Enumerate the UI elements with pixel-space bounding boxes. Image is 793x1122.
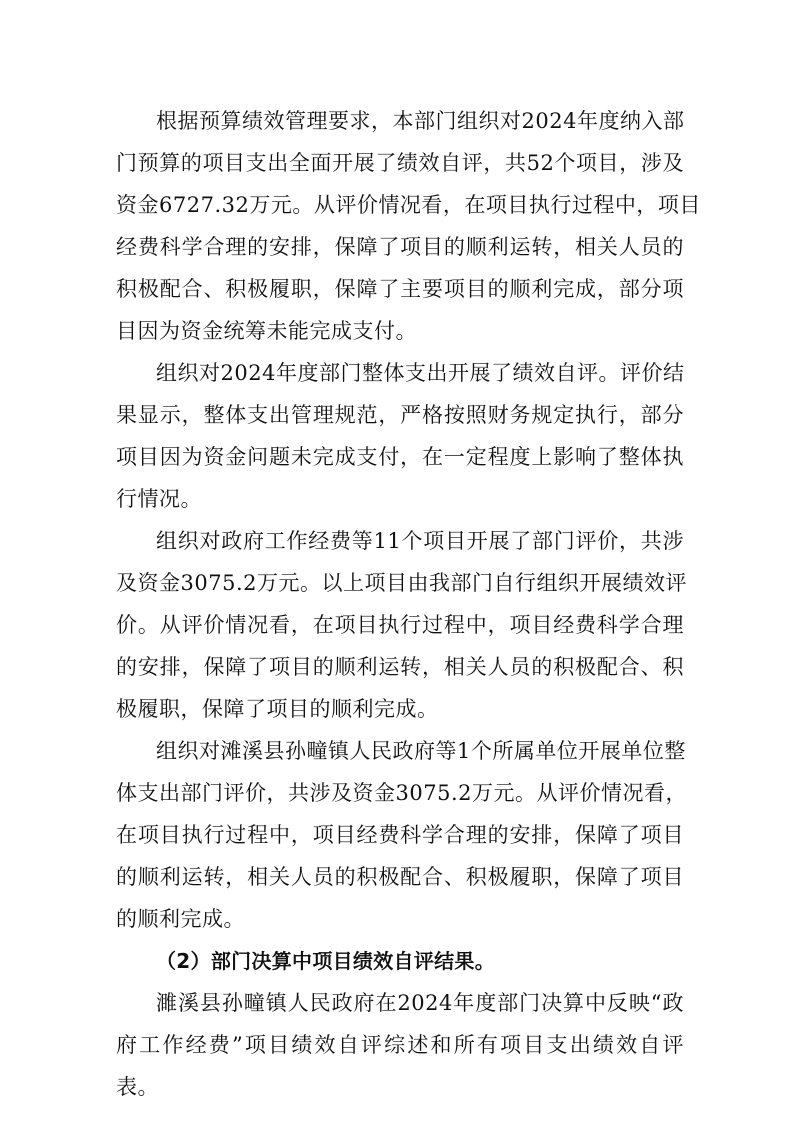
paragraph-3-line-2: 及资金3075.2万元。以上项目由我部门自行组织开展绩效评 bbox=[116, 571, 687, 595]
document-page bbox=[116, 100, 701, 1108]
paragraph-1-line-5: 积极配合、积极履职，保障了主要项目的顺利完成，部分项 bbox=[116, 277, 684, 301]
paragraph-1-line-4: 经费科学合理的安排，保障了项目的顺利运转，相关人员的 bbox=[116, 235, 684, 259]
paragraph-1-line-1: 根据预算绩效管理要求，本部门组织对2024年度纳入部 bbox=[156, 109, 685, 133]
paragraph-1-line-3: 资金6727.32万元。从评价情况看，在项目执行过程中，项目 bbox=[116, 193, 701, 217]
paragraph-3-line-1: 组织对政府工作经费等11个项目开展了部门评价，共涉 bbox=[156, 529, 684, 553]
paragraph-1-line-6: 目因为资金统筹未能完成支付。 bbox=[116, 319, 417, 343]
paragraph-4-line-5: 的顺利完成。 bbox=[116, 907, 245, 931]
paragraph-6-line-3: 表。 bbox=[116, 1075, 159, 1099]
paragraph-4-line-4: 的顺利运转，相关人员的积极配合、积极履职，保障了项目 bbox=[116, 865, 684, 889]
paragraph-4-line-1: 组织对滩溪县孙疃镇人民政府等1个所属单位开展单位整 bbox=[156, 739, 686, 763]
paragraph-3-line-4: 的安排，保障了项目的顺利运转，相关人员的积极配合、积 bbox=[116, 655, 684, 679]
paragraph-1-line-2: 门预算的项目支出全面开展了绩效自评，共52个项目，涉及 bbox=[116, 151, 684, 175]
paragraph-2-line-2: 果显示，整体支出管理规范，严格按照财务规定执行，部分 bbox=[116, 403, 684, 427]
paragraph-3-line-5: 极履职，保障了项目的顺利完成。 bbox=[116, 697, 439, 721]
paragraph-2-line-1: 组织对2024年度部门整体支出开展了绩效自评。评价结 bbox=[156, 361, 685, 385]
section-heading: （2）部门决算中项目绩效自评结果。 bbox=[156, 949, 496, 973]
paragraph-2-line-4: 行情况。 bbox=[116, 487, 202, 511]
paragraph-3-line-3: 价。从评价情况看，在项目执行过程中，项目经费科学合理 bbox=[116, 613, 684, 637]
paragraph-4-line-2: 体支出部门评价，共涉及资金3075.2万元。从评价情况看， bbox=[116, 781, 687, 805]
paragraph-2-line-3: 项目因为资金问题未完成支付，在一定程度上影响了整体执 bbox=[116, 445, 684, 469]
paragraph-6-line-1: 濉溪县孙疃镇人民政府在2024年度部门决算中反映“政 bbox=[156, 991, 684, 1015]
paragraph-4-line-3: 在项目执行过程中，项目经费科学合理的安排，保障了项目 bbox=[116, 823, 684, 847]
paragraph-6-line-2: 府工作经费”项目绩效自评综述和所有项目支出绩效自评 bbox=[116, 1033, 684, 1057]
